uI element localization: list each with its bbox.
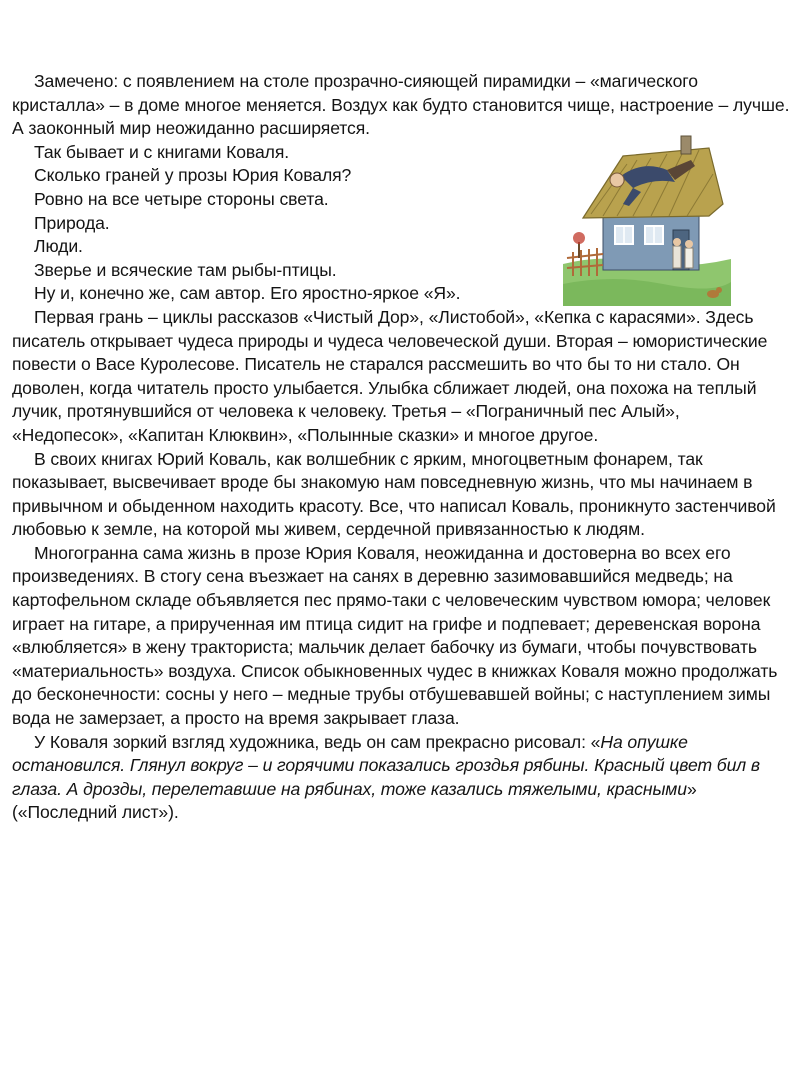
- paragraph-people: Люди.: [34, 236, 83, 257]
- paragraph-artist: [12, 731, 790, 825]
- quote-intro: У Коваля зоркий взгляд художника, ведь он сам прекрасно рисовал: «: [34, 731, 601, 752]
- paragraph-multifaceted: Многогранна сама жизнь в прозе Юрия Коваля, неожиданна и достоверна во всех его произведениях. В стогу сена въезжает на санях в деревню зазимовавшийся медведь; на картофельном складе объявляется пес прямо-таки с человеческим чувством юмора; человек играет на гитаре, а прирученная им птица сидит на грифе и подпевает; деревенская ворона «влюбляется» в жену тракториста; мальчик делает бабочку из бумаги, чтобы почувствовать «материальность» воздуха. Список обыкновенных чудес в книжках Коваля можно продолжать до бесконечности: сосны у него – медные трубы отбушевавшей войны; с наступлением зимы вода не замерзает, а просто на время закрывает глаза.: [12, 542, 778, 729]
- paragraph-magician: В своих книгах Юрий Коваль, как волшебник с ярким, многоцветным фонарем, так показывает, высвечивает вроде бы знакомую нам повседневную жизнь, что мы начинаем в привычном и обыденном находить красоту. Все, что написал Коваль, проникнуто застенчивой любовью к земле, на которой мы живем, сердечной привязанностью к людям.: [12, 448, 776, 540]
- paragraph-author: Ну и, конечно же, сам автор. Его яростно-яркое «Я».: [34, 283, 461, 304]
- paragraph-answer: Ровно на все четыре стороны света.: [34, 188, 329, 209]
- paragraph-books: Так бывает и с книгами Коваля.: [34, 141, 290, 162]
- paragraph-intro: Замечено: с появлением на столе прозрачно-сияющей пирамидки – «магического кристалла» – в доме многое меняется. Воздух как будто становится чище, настроение – лучше. А заоконный мир неожиданно расширяется.: [12, 71, 790, 139]
- house-illustration-icon: [563, 134, 731, 306]
- paragraph-question: Сколько граней у прозы Юрия Коваля?: [34, 165, 352, 186]
- paragraph-nature: Природа.: [34, 212, 110, 233]
- paragraph-first-facet: Первая грань – циклы рассказов «Чистый Дор», «Листобой», «Кепка с карасями». Здесь писатель открывает чудеса природы и чудеса человеческой души. Вторая – юмористические повести о Васе Куролесове. Писатель не старался рассмешить во что бы то ни стало. Он доволен, когда читатель просто улыбается. Улыбка сближает людей, она похожа на теплый лучик, протянувшийся от человека к человеку. Третья – «Пограничный пес Алый», «Недопесок», «Капитан Клюквин», «Полынные сказки» и многое другое.: [12, 306, 768, 445]
- quote-source: » («Последний лист»).: [12, 778, 697, 823]
- quote-text: На опушке остановился. Глянул вокруг – и горячими показались гроздья рябины. Красный цвет бил в глаза. А дрозды, перелетавшие на рябинах, тоже казались тяжелыми, красными: [12, 731, 760, 799]
- paragraph-animals: Зверье и всяческие там рыбы-птицы.: [34, 259, 337, 280]
